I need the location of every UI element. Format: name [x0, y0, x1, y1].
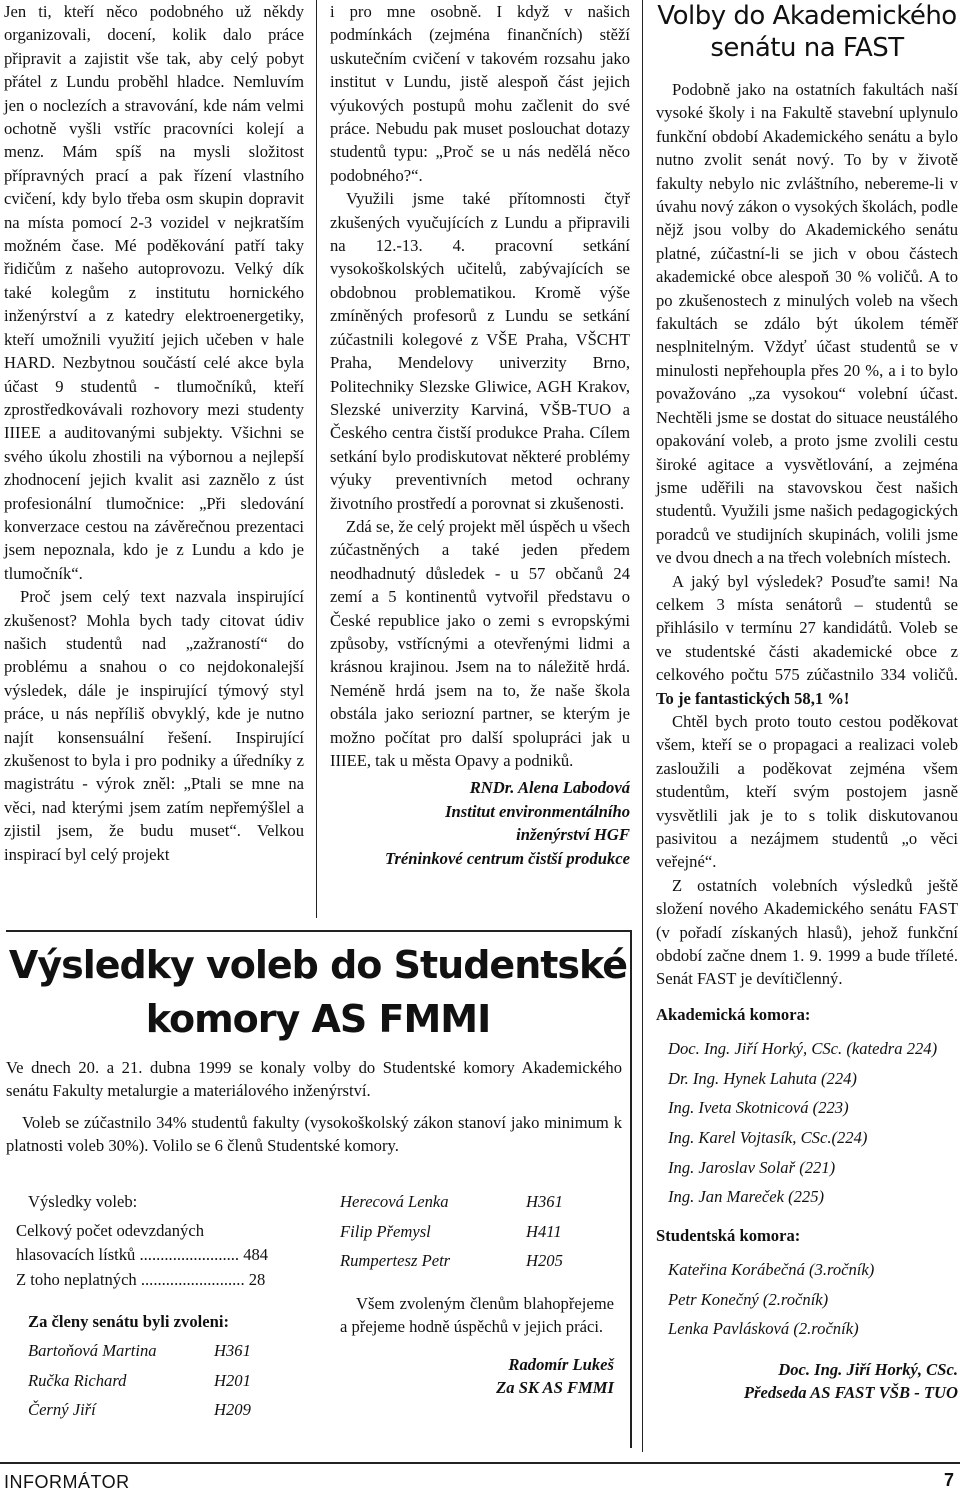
article-title: Volby do Akademického senátu na FAST [657, 1, 957, 63]
list-item: Kateřina Korábečná (3.ročník) [668, 1260, 875, 1280]
article-column-3 [656, 0, 958, 1405]
total-ballots-label: Celkový počet odevzdaných [16, 1220, 205, 1240]
paragraph: Proč jsem celý text nazvala inspirující zkušenost? Mohla bych tady citovat údiv našich studentů nad „zažraností“ do problému a snahou o co nejdokonalejší výsledek, dále je inspirující týmový styl práce, u nás nepříliš obvyklý, kde je nutno najít konsensuální řešení. Inspirující zkušenost to byla i pro podniky a úředníky z magistrátu - výrok zněl: „Ptali se mne na věci, nad kterými jsem zatím nepřemýšlel a zjistil jsem, že budu muset“. Velkou inspirací byl celý projekt [4, 587, 304, 864]
member-group: H205 [526, 1251, 563, 1271]
member-group: H361 [526, 1192, 563, 1211]
paragraph [656, 570, 958, 710]
list-item [28, 1369, 306, 1394]
list-item: Lenka Pavlásková (2.ročník) [668, 1319, 859, 1339]
author-signature [656, 1358, 958, 1405]
author-name: Doc. Ing. Jiří Horký, CSc. [778, 1360, 958, 1379]
list-item: Ing. Iveta Skotnicová (223) [668, 1098, 849, 1118]
academic-chamber-list [656, 1034, 958, 1212]
academic-chamber-heading: Akademická komora: [656, 1004, 811, 1024]
column-divider [316, 0, 317, 918]
author-affiliation: Tréninkové centrum čistší produkce [384, 848, 630, 868]
list-item [28, 1339, 306, 1364]
page-number: 7 [943, 1470, 954, 1490]
author-affiliation: inženýrství HGF [516, 825, 630, 845]
invalid-ballots: Z toho neplatných ......................... 28 [16, 1269, 266, 1289]
column-divider [642, 0, 643, 1452]
list-item [340, 1190, 620, 1215]
paragraph: i pro mne osobně. I když v našich podmínkách (zejména finančních) stěží uskutečním cvičení v takovém rozsahu jako institut v Lundu, jistě alespoň část jejich výukových postupů mohu začlenit do své práce. Nebudu pak muset poslouchat dotazy studentů typu: „Proč se u nás nedělá něco podobného?“. [330, 2, 630, 185]
publication-name: INFORMÁTOR [4, 1472, 130, 1492]
paragraph: Jen ti, kteří něco podobného už někdy organizovali, docení, kolik dalo práce připravit a zajistit vše tak, aby celý pobyt přátel z Lundu proběhl hladce. Nemluvím jen o noclezích a stravování, kde nám velmi ochotně vyšli vstříc pracovníci kolejí a menz. Mám spíš na mysli složitost přípravných prací a pak řízení vlastního cvičení, kdy bylo třeba osm skupin dopravit na místa pomocí 2-3 vozidel v nejkratším možném čase. Mé poděkování patří taky řidičům z našeho autoprovozu. Velký dík také kolegům z institutu hornického inženýrství a z katedry elektroenergetiky, kteří umožnili využití jejich učeben v hale HARD. Nezbytnou součástí celé akce byla účast 9 studentů - tlumočníků, kteří zprostředkovávali rozhovory mezi studenty IIIEE a auditovanými subjekty. Všichni se svého úkolu zhostili na výbornou a nejlepší zhodnocení jejich kvalit asi zaznělo z úst profesionální tlumočnice: „Při sledování konverzace cestou na závěrečnou prezentaci jsem nepoznala, kdo je z Lundu a kdo je tlumočník“. [4, 2, 304, 583]
box-title-line: komory AS FMMI [145, 997, 491, 1041]
list-item [340, 1220, 620, 1245]
member-group: H411 [526, 1221, 562, 1241]
paragraph: Chtěl bych proto touto cestou poděkovat všem, kteří se o propagaci a realizaci voleb zasloužili a poděkovat zejména všem studentům, kteří svým postojem jasně vysvětlili jak je to s tolik diskutovanou pasivitou a nezájmem studentů „o věci veřejné“. [656, 711, 958, 872]
author-affiliation: Institut environmentálního [445, 801, 630, 821]
author-signature [330, 776, 630, 870]
paragraph: Ve dnech 20. a 21. dubna 1999 se konaly volby do Studentské komory Akademického senátu Fakulty metalurgie a materiálového inženýrství. [6, 1058, 622, 1101]
paragraph: Zdá se, že celý projekt měl úspěch u všech zúčastněných a také jeden předem neodhadnutý důsledek - u 57 občanů 24 zemí a 5 kontinentů vytvořil představu o České republice jako o zemi s evropskými způsoby, vstřícnými a otevřenými lidmi a krásnou krajinou. Jsem na to náležitě hrdá. Neméně hrdá jsem na to, že naše škola obstála jako seriozní partner, se kterým je možno počítat pro další spolupráci jak u IIIEE, tak u města Opavy a podniků. [330, 516, 630, 770]
member-name: Černý Jiří [28, 1400, 96, 1420]
paragraph-text: A jaký byl výsledek? Posuďte sami! Na celkem 3 místa senátorů – studentů se přihlásilo v termínu 27 kandidátů. Voleb se ve studentské části akademické obce z celkového počtu 575 zúčastnilo 334 voličů. [656, 571, 958, 685]
member-name: Bartoňová Martina [28, 1340, 157, 1360]
list-item: Petr Konečný (2.ročník) [668, 1289, 829, 1309]
member-group: H201 [214, 1370, 251, 1390]
election-results-box [6, 930, 632, 1448]
list-item [28, 1398, 306, 1423]
member-name: Filip Přemysl [340, 1221, 431, 1241]
author-name: Radomír Lukeš [508, 1354, 614, 1374]
congratulations-text: Všem zvoleným členům blahopřejeme a přejeme hodně úspěchů v jejich práci. [340, 1293, 614, 1337]
list-item: Doc. Ing. Jiří Horký, CSc. (katedra 224) [668, 1039, 938, 1059]
page-footer [0, 1462, 960, 1492]
results-heading: Výsledky voleb: [28, 1192, 138, 1211]
member-group: H361 [214, 1340, 251, 1360]
student-chamber-list [656, 1255, 958, 1344]
box-signature [340, 1353, 620, 1400]
list-item: Ing. Jaroslav Solař (221) [668, 1157, 836, 1177]
paragraph: Využili jsme také přítomnosti čtyř zkušených vyučujících z Lundu a připravili na 12.-13. 4. pracovní setkání vysokoškolských učitelů, zabývajících se obdobnou problematikou. Kromě výše zmíněných profesorů z Lundu se setkání zúčastnili kolegové z VŠE Praha, VŠCHT Praha, Mendelovy univerzity Brno, Politechniky Slezske Gliwice, AGH Krakov, Slezské univerzity Karviná, VŠB-TUO a Českého centra čistší produkce Praha. Cílem setkání bylo prodiskutovat některé problémy výuky preventivních metod ochrany životního prostředí a porovnat si zkušenosti. [330, 189, 630, 513]
list-item [340, 1249, 620, 1274]
elected-list-left [16, 1339, 306, 1423]
member-name: Ručka Richard [28, 1370, 127, 1390]
article-column-2 [330, 0, 630, 870]
paragraph: Podobně jako na ostatních fakultách naší vysoké školy i na Fakultě stavební uplynulo funkční období Akademického senátu a bylo nutno zvolit senát nový. To by v životě fakulty nebylo nic zvláštního, nebereme-li v úvahu nový zákon o vysokých školách, podle nějž jsou volby do Akademického senátu platné, zúčastní-li se jich v obou částech akademické obce alespoň 30 % voličů. A to po zkušenostech z minulých voleb na všech fakultách se zdálo být úkolem téměř nesplnitelným. Vždyť účast studentů se v minulosti nepřehoupla přes 20 %, a i to bylo považováno „za vysokou“ volební účast. Nechtěli jsme se dostat do situace neustálého opakování voleb, a proto jsme zvolili cestu široké agitace a vysvětlování, a zejména jsme uděřili na stavovskou čest našich studentů. Využili jsme našich pedagogických poradců ve studijních skupinách, volili jsme ve dvou dnech a na třech volebních místech. [656, 80, 958, 568]
results-summary [16, 1190, 306, 1423]
list-item: Ing. Jan Mareček (225) [668, 1187, 825, 1207]
box-title-line: Výsledky voleb do Studentské [8, 943, 628, 987]
member-name: Rumpertesz Petr [340, 1251, 451, 1271]
list-item: Ing. Karel Vojtasík, CSc.(224) [668, 1128, 868, 1148]
total-ballots-value: hlasovacích lístků ........................ 484 [16, 1245, 269, 1265]
article-column-1 [4, 0, 304, 866]
author-affiliation: Předseda AS FAST VŠB - TUO [743, 1383, 958, 1403]
elected-heading: Za členy senátu byli zvoleni: [28, 1312, 229, 1332]
box-title [6, 938, 630, 1046]
student-chamber-heading: Studentská komora: [656, 1225, 801, 1245]
list-item: Dr. Ing. Hynek Lahuta (224) [668, 1068, 857, 1088]
author-name: RNDr. Alena Labodová [469, 778, 630, 798]
elected-list-right [340, 1190, 620, 1399]
author-affiliation: Za SK AS FMMI [496, 1378, 614, 1397]
paragraph: Z ostatních volebních výsledků ještě složení nového Akademického senátu FAST (v pořadí získaných hlasů), jehož funkční období začne dnem 1. 9. 1999 a bude tříleté. Senát FAST je devítičlenný. [656, 875, 958, 989]
emphasis-text: To je fantastických 58,1 %! [656, 688, 850, 708]
member-group: H209 [214, 1400, 251, 1420]
paragraph: Voleb se zúčastnilo 34% studentů fakulty (vysokoškolský zákon stanoví jako minimum k platnosti voleb 30%). Volilo se 6 členů Studentské komory. [6, 1112, 622, 1156]
member-name: Herecová Lenka [340, 1192, 449, 1211]
box-text [6, 1056, 630, 1158]
